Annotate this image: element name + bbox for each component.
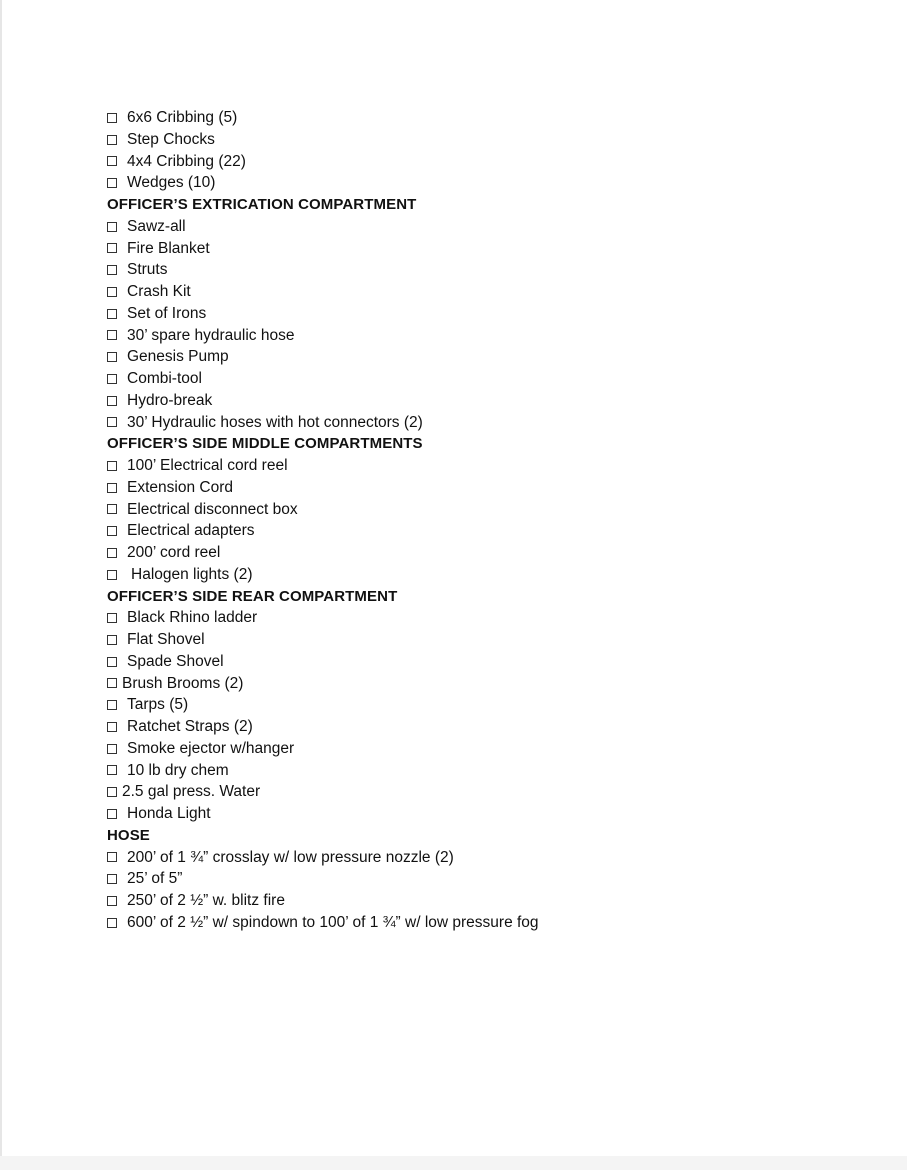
checklist-item[interactable] <box>107 564 867 586</box>
item-label: Step Chocks <box>127 130 215 148</box>
section-heading: HOSE <box>107 826 150 844</box>
checkbox[interactable] <box>107 657 117 667</box>
checklist-item[interactable] <box>107 803 867 825</box>
checklist-item[interactable] <box>107 151 867 173</box>
item-label: 2.5 gal press. Water <box>122 783 261 801</box>
checkbox[interactable] <box>107 461 117 471</box>
item-label: 600’ of 2 ½” w/ spindown to 100’ of 1 ¾” w/ low pressure fog <box>127 913 539 931</box>
checklist-item[interactable] <box>107 172 867 194</box>
checkbox[interactable] <box>107 156 117 166</box>
item-label: 30’ spare hydraulic hose <box>127 326 295 344</box>
checkbox[interactable] <box>107 330 117 340</box>
item-label: Wedges (10) <box>127 174 216 192</box>
item-label: Ratchet Straps (2) <box>127 718 253 735</box>
section-heading: OFFICER’S SIDE REAR COMPARTMENT <box>107 587 398 605</box>
item-label: Sawz-all <box>127 217 186 235</box>
item-label: Struts <box>127 261 168 279</box>
item-label: Flat Shovel <box>127 631 205 648</box>
item-label: 30’ Hydraulic hoses with hot connectors (2) <box>127 413 423 431</box>
item-label: Genesis Pump <box>127 348 229 366</box>
item-label: 250’ of 2 ½” w. blitz fire <box>127 892 285 909</box>
checkbox[interactable] <box>107 374 117 384</box>
checkbox[interactable] <box>107 678 117 688</box>
item-label: Hydro-break <box>127 391 213 409</box>
item-label: Halogen lights (2) <box>131 565 253 583</box>
checklist-item[interactable] <box>107 716 867 738</box>
checklist-item[interactable] <box>107 607 867 629</box>
item-label: 200’ of 1 ¾” crosslay w/ low pressure nozzle (2) <box>127 848 454 866</box>
item-label: Combi-tool <box>127 370 202 387</box>
item-label: Crash Kit <box>127 283 191 300</box>
checkbox[interactable] <box>107 526 117 536</box>
checklist-item[interactable] <box>107 629 867 651</box>
checklist-item[interactable] <box>107 499 867 521</box>
item-label: Honda Light <box>127 805 211 822</box>
checklist-item[interactable] <box>107 412 867 434</box>
checkbox[interactable] <box>107 787 117 797</box>
checklist-item[interactable] <box>107 477 867 499</box>
item-label: 4x4 Cribbing (22) <box>127 152 246 170</box>
checkbox[interactable] <box>107 396 117 406</box>
checkbox[interactable] <box>107 613 117 623</box>
checkbox[interactable] <box>107 635 117 645</box>
checklist-item[interactable] <box>107 694 867 716</box>
checkbox[interactable] <box>107 722 117 732</box>
item-label: Electrical disconnect box <box>127 500 298 518</box>
checkbox[interactable] <box>107 309 117 319</box>
checklist-item[interactable] <box>107 346 867 368</box>
checklist-item[interactable] <box>107 738 867 760</box>
checklist-item[interactable] <box>107 303 867 325</box>
checklist-item[interactable] <box>107 129 867 151</box>
checklist-item[interactable] <box>107 760 867 782</box>
checkbox[interactable] <box>107 265 117 275</box>
checkbox[interactable] <box>107 135 117 145</box>
item-label: Smoke ejector w/hanger <box>127 739 295 757</box>
checkbox[interactable] <box>107 700 117 710</box>
item-label: 100’ Electrical cord reel <box>127 457 288 474</box>
checkbox[interactable] <box>107 874 117 884</box>
checklist-item[interactable] <box>107 542 867 564</box>
checklist-item[interactable] <box>107 912 867 934</box>
checkbox[interactable] <box>107 504 117 514</box>
item-label: Electrical adapters <box>127 522 255 540</box>
section-heading: OFFICER’S EXTRICATION COMPARTMENT <box>107 196 417 213</box>
item-label: 6x6 Cribbing (5) <box>127 109 238 126</box>
item-label: Extension Cord <box>127 478 233 496</box>
page-bottom-edge <box>0 1156 907 1170</box>
checkbox[interactable] <box>107 809 117 819</box>
checkbox[interactable] <box>107 287 117 297</box>
checklist-item[interactable] <box>107 238 867 260</box>
checklist-item[interactable] <box>107 216 867 238</box>
item-label: Set of Irons <box>127 304 207 322</box>
checkbox[interactable] <box>107 896 117 906</box>
checklist-item[interactable] <box>107 520 867 542</box>
checkbox[interactable] <box>107 222 117 232</box>
checkbox[interactable] <box>107 417 117 427</box>
checkbox[interactable] <box>107 113 117 123</box>
checklist-item[interactable] <box>107 455 867 477</box>
checklist-item[interactable] <box>107 107 867 129</box>
checkbox[interactable] <box>107 852 117 862</box>
checklist-item[interactable] <box>107 368 867 390</box>
item-label: Brush Brooms (2) <box>122 674 244 692</box>
checklist-item[interactable] <box>107 868 867 890</box>
item-label: Black Rhino ladder <box>127 609 258 627</box>
checklist-item[interactable] <box>107 781 867 803</box>
checkbox[interactable] <box>107 352 117 362</box>
checkbox[interactable] <box>107 178 117 188</box>
checklist-item[interactable] <box>107 890 867 912</box>
checkbox[interactable] <box>107 918 117 928</box>
checkbox[interactable] <box>107 483 117 493</box>
checklist-item[interactable] <box>107 281 867 303</box>
item-label: Tarps (5) <box>127 696 189 714</box>
checkbox[interactable] <box>107 570 117 580</box>
equipment-checklist <box>107 107 867 934</box>
checklist-item[interactable] <box>107 390 867 412</box>
checkbox[interactable] <box>107 765 117 775</box>
item-label: 10 lb dry chem <box>127 761 229 779</box>
section-heading: OFFICER’S SIDE MIDDLE COMPARTMENTS <box>107 435 423 453</box>
checklist-item[interactable] <box>107 847 867 869</box>
checkbox[interactable] <box>107 548 117 558</box>
page-edge <box>0 0 2 1170</box>
item-label: Spade Shovel <box>127 652 224 670</box>
item-label: 200’ cord reel <box>127 544 221 561</box>
checkbox[interactable] <box>107 744 117 754</box>
checklist-item[interactable] <box>107 673 867 695</box>
checklist-item[interactable] <box>107 651 867 673</box>
checklist-item[interactable] <box>107 259 867 281</box>
item-label: 25’ of 5” <box>127 870 183 888</box>
checkbox[interactable] <box>107 243 117 253</box>
item-label: Fire Blanket <box>127 239 210 257</box>
checklist-item[interactable] <box>107 325 867 347</box>
